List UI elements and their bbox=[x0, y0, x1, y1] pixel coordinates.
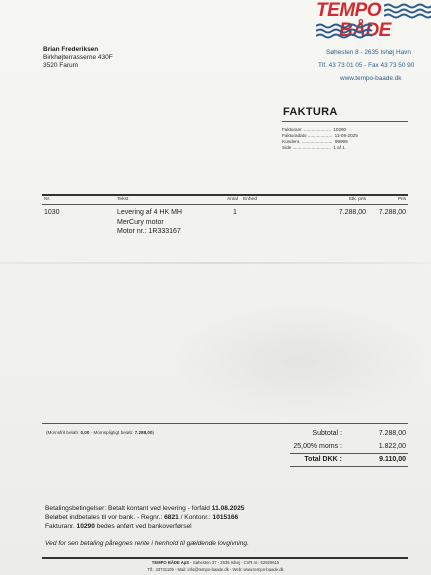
row-nr: 1030 bbox=[44, 209, 60, 216]
col-header-nr: Nr. bbox=[44, 197, 51, 202]
company-web: www.tempo-baade.dk bbox=[340, 75, 402, 82]
subtotal-value: 7.288,00 bbox=[378, 430, 406, 437]
col-header-unit: Enhed bbox=[243, 197, 257, 202]
meta-value-invoice-date: 11-08-2025 bbox=[334, 133, 358, 138]
meta-label-invoice-number: Fakturanr. ..................... bbox=[282, 127, 331, 132]
customer-street: Birkhøjterrasserne 430F bbox=[43, 54, 113, 61]
row-text-line-2: MerCury motor bbox=[117, 218, 164, 226]
title-rule bbox=[282, 121, 408, 122]
footer-line-1: TEMPO BÅDE ApS - Søhesten 37 - 2635 Ishøj - CVR.nr.: 62920615 bbox=[151, 560, 280, 565]
terms-line-2: Beløbet indbetales til vor bank. - Regnr.: 6821 / Kontonr.: 1015166 bbox=[45, 514, 239, 521]
terms-line-1: Betalingsbetingelser: Betalt kontant ved levering - forfald 11.08.2025 bbox=[45, 505, 245, 512]
logo-line-2: BÅDE bbox=[339, 20, 391, 41]
col-header-qty: Antal bbox=[227, 197, 238, 202]
totals-top-rule bbox=[42, 423, 408, 424]
meta-label-customer-number: Kundenr. ........................ bbox=[282, 139, 333, 144]
bank-account-number: 1015166 bbox=[212, 514, 239, 521]
company-phone: Tlf. 43 73 01 05 - Fax 43 73 50 90 bbox=[318, 62, 415, 69]
logo-waves-right-icon bbox=[384, 2, 431, 22]
meta-value-page: 1 af 1 bbox=[333, 145, 345, 150]
paper-shadow bbox=[170, 300, 430, 420]
row-text bbox=[117, 208, 182, 237]
table-header-rule bbox=[42, 204, 408, 205]
meta-value-customer-number: 99999 bbox=[334, 139, 348, 144]
meta-label-invoice-date: Fakturadato ................... bbox=[282, 133, 333, 138]
total-bottom-rule bbox=[290, 466, 408, 467]
customer-city: 3520 Farum bbox=[43, 62, 79, 69]
reference-invoice-number: 10290 bbox=[76, 523, 95, 530]
total-value: 9.110,00 bbox=[379, 456, 406, 463]
row-unit-price: 7.288,00 bbox=[338, 209, 366, 216]
due-date: 11.08.2025 bbox=[211, 505, 245, 512]
meta-label-page: Side .............................. bbox=[282, 145, 331, 150]
vat-free-amount: 0,00 bbox=[80, 430, 90, 435]
footer-line-2: Tlf.: 43731105 - Mail: info@tempo-baade.dk - Web: www.tempo-baade.dk bbox=[147, 567, 284, 572]
subtotal-label: Subtotal : bbox=[312, 430, 342, 437]
logo-waves-icon bbox=[316, 22, 376, 42]
invoice-meta bbox=[282, 127, 358, 151]
total-label: Total DKK : bbox=[304, 456, 342, 463]
payment-terms bbox=[45, 504, 244, 531]
document-title: FAKTURA bbox=[283, 106, 338, 118]
paper-fold bbox=[0, 262, 431, 264]
interest-note: Ved for sen betaling påregnes rente i henhold til gældende lovgivning. bbox=[45, 540, 249, 547]
row-text-line-1: Levering af 4 HK MH bbox=[117, 209, 182, 216]
total-rule bbox=[290, 453, 408, 454]
vat-value: 1.822,00 bbox=[378, 443, 406, 450]
meta-value-invoice-number: 10290 bbox=[333, 127, 347, 132]
col-header-text: Tekst bbox=[117, 197, 129, 202]
row-text-line-3: Motor nr.: 1R333167 bbox=[117, 228, 181, 235]
vat-label: 25,00% moms : bbox=[293, 443, 342, 450]
row-qty: 1 bbox=[233, 209, 237, 216]
vat-note: (Momsfrit beløb: 0,00 - Momspligtigt beløb: 7.288,00) bbox=[46, 430, 155, 435]
vat-taxable-amount: 7.288,00 bbox=[134, 430, 153, 435]
bank-reg-number: 6821 bbox=[164, 514, 179, 521]
customer-name: Brian Frederiksen bbox=[43, 46, 99, 53]
logo-line-1: TEMPO bbox=[316, 0, 382, 21]
row-price: 7.288,00 bbox=[378, 209, 406, 216]
table-top-rule bbox=[42, 194, 408, 196]
terms-line-3: Fakturanr. 10290 bedes anført ved bankoverførsel bbox=[45, 523, 192, 530]
company-address: Søhesten 8 - 2635 Ishøj Havn bbox=[326, 49, 411, 56]
col-header-price: Pris bbox=[397, 197, 406, 202]
col-header-unit-price: Stk. pris bbox=[348, 197, 366, 202]
footer-rule bbox=[42, 557, 408, 559]
